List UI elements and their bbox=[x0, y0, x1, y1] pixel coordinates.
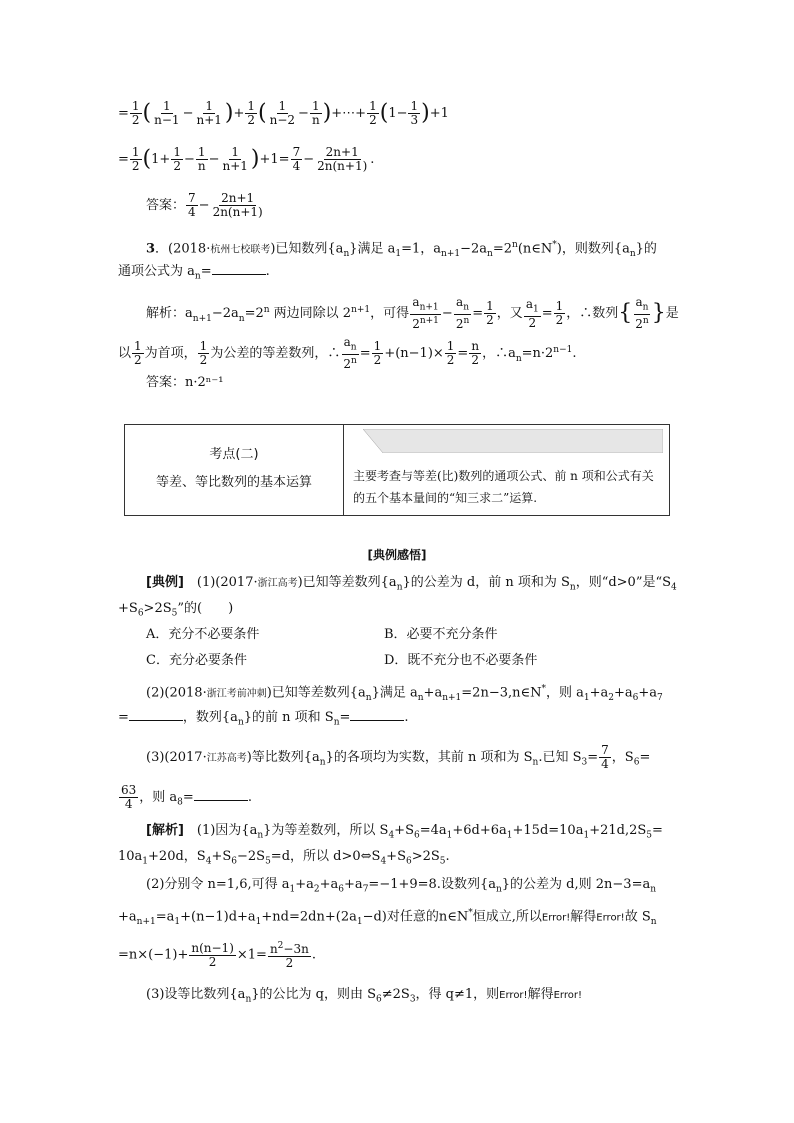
section-heading: [典例感悟] bbox=[367, 548, 427, 562]
solution-3-line-2: 以 $\frac{1}{2}$ 为首项， $\frac{1}{2}$ 为公差的等差数列，∴ $\frac{a_n}{2^n}$ = $\frac{1}{2}$ +(n−1)× $\frac{1}{2}$ = $\frac{n}{2}$ ，$\therefore a_n=n\cdot 2^{n-1}$. bbox=[118, 335, 577, 372]
banner-decoration bbox=[363, 429, 663, 453]
option-c: C．充分必要条件 bbox=[146, 653, 247, 668]
option-d: D．既不充分也不必要条件 bbox=[384, 653, 538, 668]
topic-description: 主要考查与等差(比)数列的通项公式、前 n 项和公式有关的五个基本量间的“知三求二”运算. bbox=[353, 469, 654, 505]
example-2-line-2: = ，数列$\{a_n\}$的前 n 项和 $S_n=$ . bbox=[118, 710, 409, 728]
formula-line-2: = $\frac{1}{2}$ (1+ $\frac{1}{2}$ − $\frac{1}{n}$ − $\frac{1}{n+1}$ )+1= $\frac{7}{4}$ − $\frac{2n+1}{2n(n+1)}$ . bbox=[118, 145, 375, 173]
example-1-line-1: [典例] (1)(2017·浙江高考)已知等差数列$\{a_n\}$的公差为 d，前 n 项和为 $S_n$，则“d>0”是“$S_4$ bbox=[146, 575, 677, 593]
topic-box-right bbox=[343, 425, 669, 515]
solution-3: (3)设等比数列$\{a_n\}$的公比为 q，则由 $S_6\ne 2S_3$，得 q≠1，则Error!解得Error! bbox=[146, 987, 582, 1005]
answer-1-label: 答案： bbox=[146, 198, 186, 213]
solution-3-line-1: 解析：$a_{n+1}-2a_n=2^n$ 两边同除以 $2^{n+1}$，可得 $\frac{a_{n+1}}{2^{n+1}}$ − $\frac{a_n}{2^n}$ = $\frac{1}{2}$ ，又 $\frac{a_1}{2}$ = $\frac{1}{2}$ ，∴数列{ $\frac{a_n}{2^n}$ }是 bbox=[146, 295, 679, 332]
example-2-line-1: (2)(2018·浙江考前冲刺)已知等差数列$\{a_n\}$满足 $a_n+a_{n+1}=2n-3,n\in N^*$，则 $a_1+a_2+a_6+a_7$ bbox=[146, 684, 663, 703]
solution-1-line-2: $10a_1+20d$，$S_4+S_6-2S_5=d$，所以 $d>0\Leftrightarrow S_4+S_6>2S_5$. bbox=[118, 849, 450, 867]
option-a: A．充分不必要条件 bbox=[146, 627, 260, 642]
solution-2-line-2: $+a_{n+1}=a_1+(n-1)d+a_1+nd=2dn+(2a_1-d)$对任意的n∈N*恒成立,所以Error!解得Error!故 $S_n$ bbox=[118, 908, 657, 927]
solution-1-line-1: [解析] (1)因为$\{a_n\}$为等差数列，所以 $S_4+S_6=4a_1+6d+6a_1+15d=10a_1+21d,2S_5=$ bbox=[146, 823, 663, 841]
example-3-line-1: (3)(2017·江苏高考)等比数列$\{a_n\}$的各项均为实数，其前 n 项和为 $S_n$.已知 $S_3=$ $\frac{7}{4}$ ，$S_6=$ bbox=[146, 743, 651, 771]
example-1-line-2: $+S_6>2S_5$”的( ) bbox=[118, 601, 234, 619]
option-b: B．必要不充分条件 bbox=[384, 627, 498, 642]
formula-line-1: = $\frac{1}{2}$ ( $\frac{1}{n-1}$ − $\frac{1}{n+1}$ )+ $\frac{1}{2}$ ( $\frac{1}{n-2}$ − $\frac{1}{n}$ )+⋯+ $\frac{1}{2}$ (1− $\frac{1}{3}$ )+1 bbox=[118, 99, 449, 127]
answer-3 bbox=[146, 374, 694, 392]
answer-1: 答案： $\frac{7}{4}$ − $\frac{2n+1}{2n(n+1)}$ bbox=[146, 191, 263, 219]
answer-3-value: n·2ⁿ⁻¹ bbox=[185, 375, 224, 390]
solution-2-line-1: (2)分别令 n=1,6,可得 $a_1+a_2+a_6+a_7=-1+9=8$.设数列$\{a_n\}$的公差为 d,则 $2n-3=a_n$ bbox=[146, 877, 657, 895]
question-3-line-2: 通项公式为 $a_n=$ . bbox=[118, 264, 270, 282]
topic-subtitle: 等差、等比数列的基本运算 bbox=[155, 475, 312, 490]
question-3: 3．(2018·杭州七校联考)已知数列$\{a_n\}$满足 $a_1=1$，$a_{n+1}-2a_n=2^n(n\in N^*)$，则数列$\{a_n\}$的 bbox=[146, 240, 657, 259]
solution-2-line-3: =n×(−1)+ $\frac{n(n-1)}{2}$ ×1= $\frac{n^2-3n}{2}$ . bbox=[118, 940, 316, 970]
topic-box-left bbox=[125, 425, 344, 515]
answer-3-label: 答案： bbox=[146, 375, 186, 390]
topic-box bbox=[124, 424, 670, 516]
topic-title: 考点(二) bbox=[209, 447, 259, 462]
example-3-line-2: $\frac{63}{4}$ ，则 $a_8=$ . bbox=[121, 783, 252, 811]
